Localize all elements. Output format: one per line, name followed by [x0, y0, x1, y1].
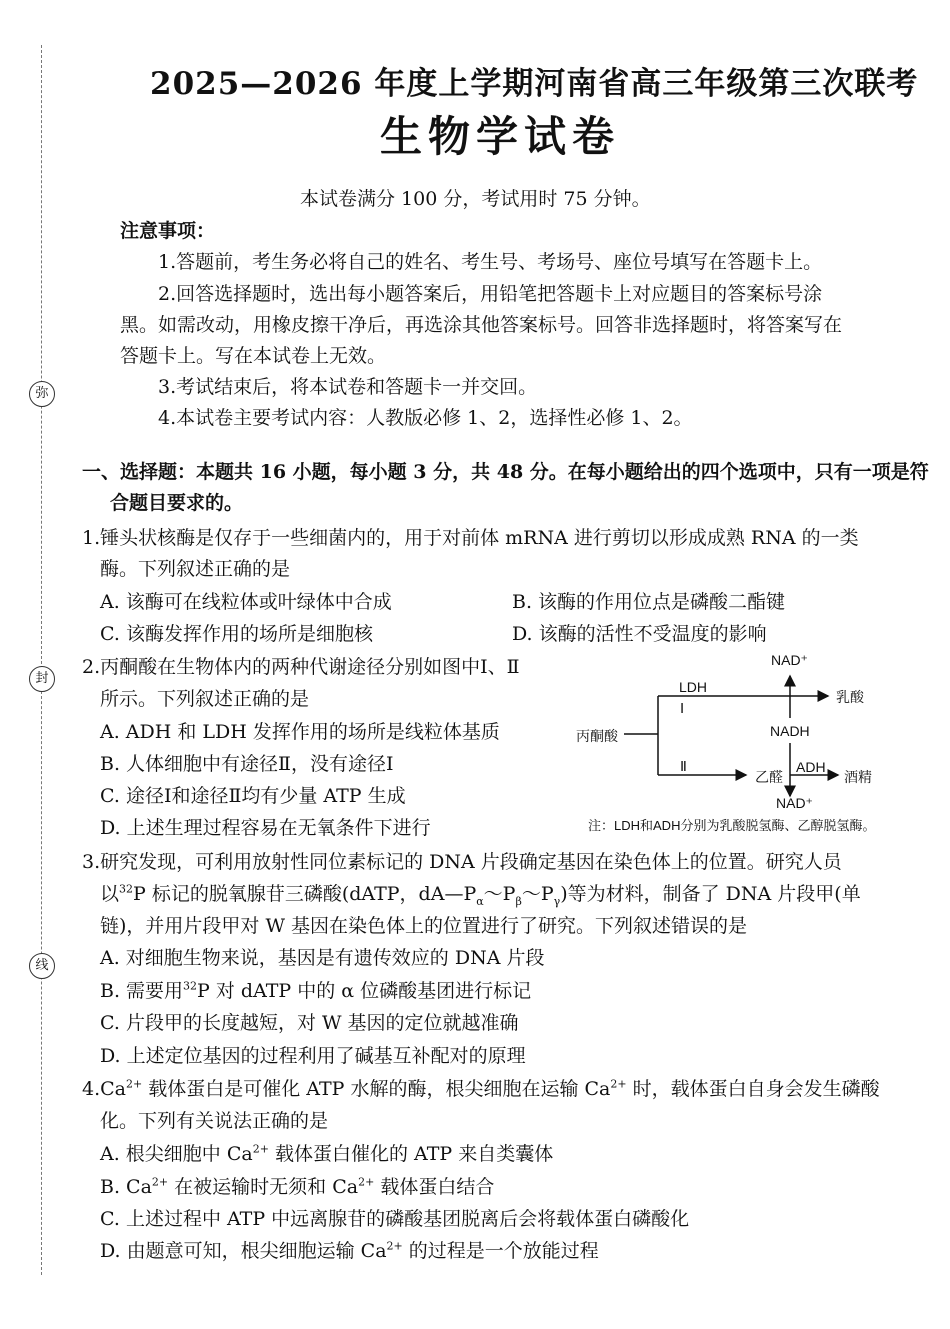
- exam-title: 2025—2026 年度上学期河南省高三年级第三次联考: [150, 66, 919, 102]
- notice-item-4: 4.本试卷主要考试内容：人教版必修 1、2，选择性必修 1、2。: [158, 407, 693, 429]
- diagram-acetaldehyde: 乙醛: [755, 769, 783, 785]
- binding-margin-dashed-line: [41, 45, 42, 1275]
- q1-option-c: C. 该酶发挥作用的场所是细胞核: [100, 623, 373, 645]
- section-heading-cont: 合题目要求的。: [110, 492, 244, 514]
- diagram-adh-label: ADH: [796, 759, 826, 775]
- q3-option-d: D. 上述定位基因的过程利用了碱基互补配对的原理: [100, 1045, 526, 1067]
- q3-option-c: C. 片段甲的长度越短，对 W 基因的定位就越准确: [100, 1012, 519, 1034]
- q3-stem-cont2: 链)，并用片段甲对 W 基因在染色体上的位置进行了研究。下列叙述错误的是: [100, 915, 748, 937]
- diagram-pyruvate: 丙酮酸: [576, 728, 618, 744]
- q1-stem-cont: 酶。下列叙述正确的是: [100, 558, 291, 580]
- q2-option-c: C. 途径Ⅰ和途径Ⅱ均有少量 ATP 生成: [100, 785, 406, 807]
- q3-option-a: A. 对细胞生物来说，基因是有遗传效应的 DNA 片段: [100, 947, 545, 969]
- notice-item-3: 3.考试结束后，将本试卷和答题卡一并交回。: [158, 376, 538, 398]
- q2-option-b: B. 人体细胞中有途径Ⅱ，没有途径Ⅰ: [100, 753, 394, 775]
- q4-option-b: B. $Ca^{2+}$ 在被运输时无须和 $Ca^{2+}$ 载体蛋白结合: [100, 1175, 495, 1198]
- q1-option-d: D. 该酶的活性不受温度的影响: [512, 623, 767, 645]
- diagram-ldh-label: LDH: [679, 679, 708, 695]
- q4-option-a: A. 根尖细胞中 $Ca^{2+}$ 载体蛋白催化的 ATP 来自类囊体: [100, 1142, 554, 1165]
- notice-heading: 注意事项：: [120, 220, 216, 242]
- diagram-nad-top: NAD⁺: [771, 652, 808, 668]
- notice-item-2-cont: 黑。如需改动，用橡皮擦干净后，再选涂其他答案标号。回答非选择题时，将答案写在: [120, 314, 843, 336]
- q4-option-d: D. 由题意可知，根尖细胞运输 $Ca^{2+}$ 的过程是一个放能过程: [100, 1239, 599, 1262]
- diagram-path1-label: Ⅰ: [680, 700, 685, 716]
- notice-item-2: 2.回答选择题时，选出每小题答案后，用铅笔把答题卡上对应题目的答案标号涂: [158, 283, 823, 305]
- notice-item-2-cont2: 答题卡上。写在本试卷上无效。: [120, 345, 387, 367]
- q2-option-d: D. 上述生理过程容易在无氧条件下进行: [100, 817, 431, 839]
- q3-stem-cont: 以$^{32}$P 标记的脱氧腺苷三磷酸(dATP，$dA—P_\alpha\sim P_\beta\sim P_\gamma$)等为材料，制备了 DNA 片段甲(单: [100, 882, 861, 908]
- diagram-path2-label: Ⅱ: [680, 758, 687, 774]
- exam-subject: 生物学试卷: [380, 112, 621, 161]
- q2-stem: 2.丙酮酸在生物体内的两种代谢途径分别如图中Ⅰ、Ⅱ: [82, 656, 520, 678]
- diagram-lactate: 乳酸: [836, 689, 864, 705]
- q1-option-a: A. 该酶可在线粒体或叶绿体中合成: [100, 591, 392, 613]
- section-heading: 一、选择题：本题共 16 小题，每小题 3 分，共 48 分。在每小题给出的四个选项中，只有一项是符: [82, 461, 929, 483]
- q2-stem-cont: 所示。下列叙述正确的是: [100, 688, 310, 710]
- q1-stem: 1.锤头状核酶是仅存于一些细菌内的，用于对前体 mRNA 进行剪切以形成成熟 RNA 的一类: [82, 527, 859, 549]
- seal-char-mi: 弥: [29, 381, 55, 407]
- notice-item-1: 1.答题前，考生务必将自己的姓名、考生号、考场号、座位号填写在答题卡上。: [158, 251, 823, 273]
- q3-option-b: B. 需要用$^{32}$P 对 dATP 中的 α 位磷酸基团进行标记: [100, 979, 532, 1002]
- q4-option-c: C. 上述过程中 ATP 中远离腺苷的磷酸基团脱离后会将载体蛋白磷酸化: [100, 1208, 690, 1230]
- q4-stem: $4.Ca^{2+}$ 载体蛋白是可催化 ATP 水解的酶，根尖细胞在运输 $Ca^{2+}$ 时，载体蛋白自身会发生磷酸: [82, 1077, 880, 1100]
- diagram-note: 注：LDH和ADH分别为乳酸脱氢酶、乙醇脱氢酶。: [588, 818, 876, 833]
- diagram-nad-bottom: NAD⁺: [776, 795, 813, 811]
- q2-option-a: A. ADH 和 LDH 发挥作用的场所是线粒体基质: [100, 721, 500, 743]
- q3-stem: 3.研究发现，可利用放射性同位素标记的 DNA 片段确定基因在染色体上的位置。研究人员: [82, 851, 842, 873]
- q1-option-b: B. 该酶的作用位点是磷酸二酯键: [512, 591, 786, 613]
- seal-char-xian: 线: [29, 953, 55, 979]
- diagram-nadh: NADH: [770, 723, 810, 739]
- exam-info: 本试卷满分 100 分，考试用时 75 分钟。: [300, 188, 651, 210]
- q4-stem-cont: 化。下列有关说法正确的是: [100, 1110, 329, 1132]
- seal-char-feng: 封: [29, 666, 55, 692]
- diagram-ethanol: 酒精: [844, 769, 872, 785]
